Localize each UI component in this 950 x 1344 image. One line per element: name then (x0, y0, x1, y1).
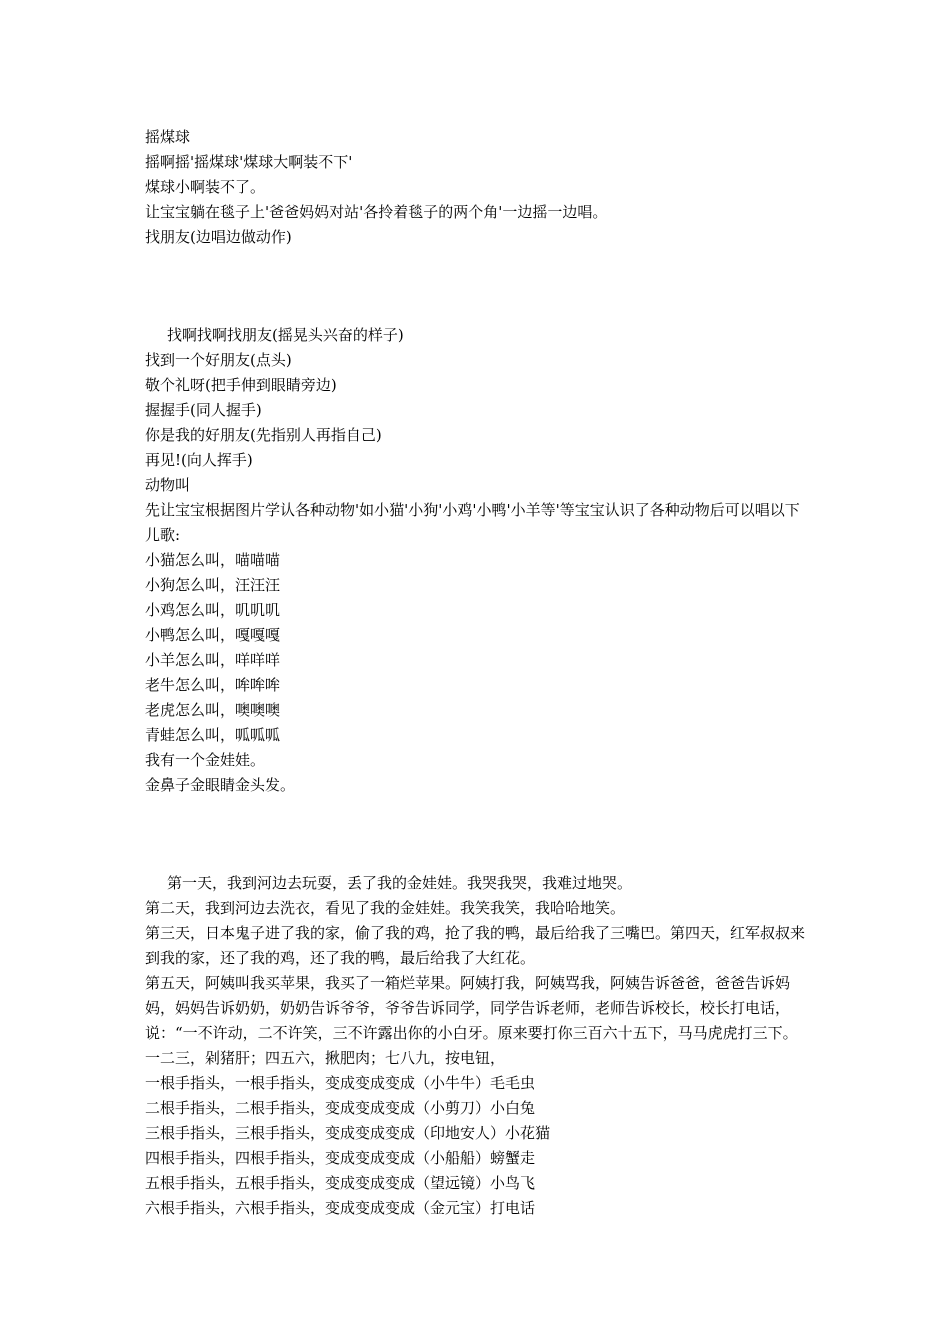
text-line: 四根手指头，四根手指头，变成变成变成（小船船）螃蟹走 (145, 1149, 536, 1167)
text-line: 金鼻子金眼睛金头发。 (145, 776, 296, 794)
text-line: 三根手指头，三根手指头，变成变成变成（印地安人）小花猫 (145, 1124, 551, 1142)
text-line: 六根手指头，六根手指头，变成变成变成（金元宝）打电话 (145, 1199, 536, 1217)
text-line: 再见!(向人挥手) (145, 451, 253, 469)
text-paragraph: 第三天，日本鬼子进了我的家，偷了我的鸡，抢了我的鸭，最后给我了三嘴巴。第四天，红军叔叔来到我的家，还了我的鸡，还了我的鸭，最后给我了大红花。 (145, 924, 806, 967)
section-zhao-pengyou (145, 323, 810, 798)
text-line: 五根手指头，五根手指头，变成变成变成（望远镜）小鸟飞 (145, 1174, 536, 1192)
text-line: 小羊怎么叫，咩咩咩 (145, 651, 281, 669)
text-line: 小鸭怎么叫，嘎嘎嘎 (145, 626, 281, 644)
text-line: 小鸡怎么叫，叽叽叽 (145, 601, 281, 619)
text-line: 老虎怎么叫，噢噢噢 (145, 701, 281, 719)
text-line: 青蛙怎么叫，呱呱呱 (145, 726, 281, 744)
section-title: 摇煤球 (145, 128, 191, 146)
text-line: 你是我的好朋友(先指别人再指自己) (145, 426, 382, 444)
text-line: 第一天，我到河边去玩耍，丢了我的金娃娃。我哭我哭，我难过地哭。 (167, 874, 633, 892)
text-paragraph: 第五天，阿姨叫我买苹果，我买了一箱烂苹果。阿姨打我，阿姨骂我，阿姨告诉爸爸，爸爸告诉妈妈，妈妈告诉奶奶，奶奶告诉爷爷，爷爷告诉同学，同学告诉老师，老师告诉校长，校长打电话，说：“一不许动，二不许笑，三不许露出你的小白牙。原来要打你三百六十五下，马马虎虎打三下。一二三，剁猪肝；四五六，揪肥肉；七八九，按电钮， (145, 974, 798, 1067)
text-line: 我有一个金娃娃。 (145, 751, 266, 769)
text-line: 敬个礼呀(把手伸到眼睛旁边) (145, 376, 337, 394)
text-paragraph: 先让宝宝根据图片学认各种动物'如小猫'小狗'小鸡'小鸭'小羊等'等宝宝认识了各种动物后可以唱以下儿歌: (145, 501, 800, 544)
text-line: 二根手指头，二根手指头，变成变成变成（小剪刀）小白兔 (145, 1099, 536, 1117)
text-line: 握握手(同人握手) (145, 401, 262, 419)
text-line: 煤球小啊装不了。 (145, 178, 266, 196)
text-line: 小猫怎么叫，喵喵喵 (145, 551, 281, 569)
section-title: 动物叫 (145, 476, 191, 494)
text-line: 找啊找啊找朋友(摇晃头兴奋的样子) (167, 326, 404, 344)
section-title: 找朋友(边唱边做动作) (145, 228, 292, 246)
text-line: 让宝宝躺在毯子上'爸爸妈妈对站'各拎着毯子的两个角'一边摇一边唱。 (145, 203, 608, 221)
section-yao-meiqiu (145, 125, 810, 250)
text-line: 老牛怎么叫，哞哞哞 (145, 676, 281, 694)
section-jin-wawa (145, 871, 810, 1221)
text-line: 一根手指头，一根手指头，变成变成变成（小牛牛）毛毛虫 (145, 1074, 536, 1092)
text-line: 第二天，我到河边去洗衣，看见了我的金娃娃。我笑我笑，我哈哈地笑。 (145, 899, 626, 917)
text-line: 找到一个好朋友(点头) (145, 351, 292, 369)
text-line: 小狗怎么叫，汪汪汪 (145, 576, 281, 594)
text-line: 摇啊摇'摇煤球'煤球大啊装不下' (145, 153, 353, 171)
